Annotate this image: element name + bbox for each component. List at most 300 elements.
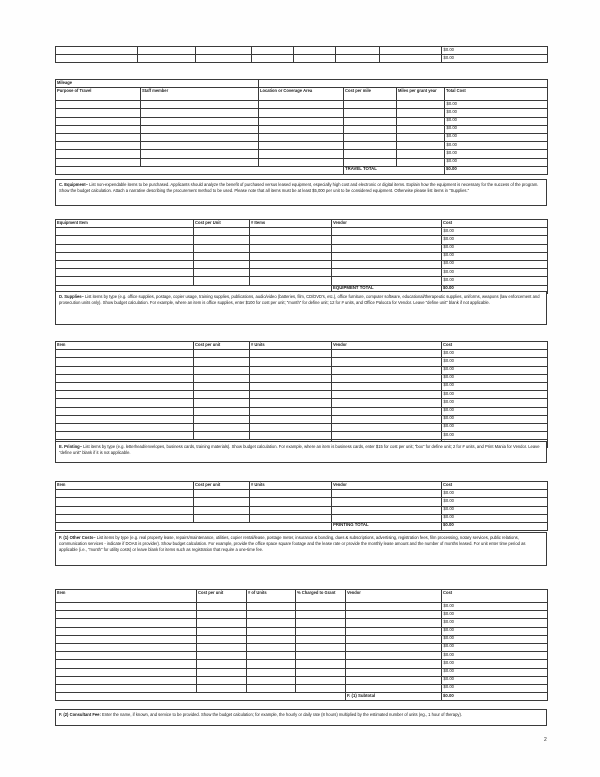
table-row [56, 619, 548, 627]
data-entry-cell[interactable] [296, 635, 346, 643]
data-entry-cell[interactable] [397, 158, 445, 166]
table-row [56, 269, 548, 277]
mileage-column-header: Location or Coverage Area [259, 88, 344, 101]
cost-cell[interactable]: $0.00 [442, 47, 548, 55]
data-entry-cell[interactable] [250, 350, 332, 358]
data-entry-cell[interactable] [56, 150, 141, 158]
data-entry-cell[interactable] [397, 133, 445, 141]
data-entry-cell[interactable] [56, 269, 194, 277]
data-entry-cell[interactable] [56, 125, 141, 133]
data-entry-cell[interactable] [56, 399, 194, 407]
data-entry-cell[interactable] [380, 55, 442, 63]
data-entry-cell[interactable] [250, 260, 332, 268]
cost-cell[interactable]: $0.00 [442, 432, 548, 440]
data-entry-cell[interactable] [294, 55, 336, 63]
data-entry-cell[interactable] [332, 350, 442, 358]
data-entry-cell[interactable] [259, 142, 344, 150]
data-entry-cell[interactable] [194, 382, 250, 390]
table-row [56, 244, 548, 252]
data-entry-cell[interactable] [56, 366, 194, 374]
total-cost-cell[interactable]: $0.00 [445, 125, 548, 133]
section-e-heading: E. Printing– [59, 444, 83, 449]
data-entry-cell[interactable] [250, 358, 332, 366]
data-entry-cell[interactable] [141, 142, 259, 150]
data-entry-cell[interactable] [247, 635, 296, 643]
section-c-heading: C. Equipment– [59, 182, 88, 187]
data-entry-cell[interactable] [346, 652, 442, 660]
column-header: # Units [250, 482, 332, 490]
data-entry-cell[interactable] [346, 684, 442, 692]
cost-cell[interactable]: $0.00 [442, 415, 548, 423]
data-entry-cell[interactable] [194, 350, 250, 358]
data-entry-cell[interactable] [194, 407, 250, 415]
data-entry-cell[interactable] [259, 133, 344, 141]
data-entry-cell[interactable] [194, 415, 250, 423]
data-entry-cell[interactable] [56, 358, 194, 366]
data-entry-cell[interactable] [194, 498, 250, 506]
data-entry-cell[interactable] [56, 415, 194, 423]
data-entry-cell[interactable] [296, 660, 346, 668]
data-entry-cell[interactable] [296, 668, 346, 676]
data-entry-cell[interactable] [344, 125, 397, 133]
data-entry-cell[interactable] [332, 490, 442, 498]
column-header: Vendor [346, 590, 442, 603]
total-row [56, 522, 548, 530]
data-entry-cell[interactable] [56, 490, 194, 498]
section-e-text: List items by type (e.g. letterhead/envelopes, business cards, training materials). Show budget calculation. For example, where an item is business cards, enter $15 for cost per unit; "box" for define unit; 2 for # units, and Print Mania for Vendor. Leave "define unit" blank if it is not applicable. [59, 444, 540, 455]
data-entry-cell[interactable] [141, 133, 259, 141]
data-entry-cell[interactable] [332, 358, 442, 366]
section-d-instructions [55, 291, 547, 325]
total-value[interactable]: $0.00 [442, 285, 548, 293]
data-entry-cell[interactable] [250, 391, 332, 399]
data-entry-cell[interactable] [332, 399, 442, 407]
data-entry-cell[interactable] [247, 611, 296, 619]
table-row [56, 660, 548, 668]
table-row [56, 350, 548, 358]
data-entry-cell[interactable] [56, 432, 194, 440]
data-entry-cell[interactable] [56, 668, 197, 676]
cost-cell[interactable]: $0.00 [442, 643, 548, 651]
data-entry-cell[interactable] [56, 55, 138, 63]
data-entry-cell[interactable] [346, 635, 442, 643]
data-entry-cell[interactable] [332, 374, 442, 382]
cost-cell[interactable]: $0.00 [442, 374, 548, 382]
cost-cell[interactable]: $0.00 [442, 350, 548, 358]
data-entry-cell[interactable] [247, 668, 296, 676]
table-row [56, 358, 548, 366]
data-entry-cell[interactable] [194, 399, 250, 407]
table-row [56, 399, 548, 407]
data-entry-cell[interactable] [296, 643, 346, 651]
data-entry-cell[interactable] [332, 514, 442, 522]
data-entry-cell[interactable] [194, 358, 250, 366]
total-cost-cell[interactable]: $0.00 [445, 101, 548, 109]
data-entry-cell[interactable] [344, 158, 397, 166]
total-cost-cell[interactable]: $0.00 [445, 117, 548, 125]
section-c-text: List non-expendable items to be purchased. Applicants should analyze the benefit of purchased versus leased equipment, especially high cost and electronic or digital items. Explain how the equipment is necessary for the success of the program. Show the budget calculation. Attach a narrative describing the procurement method to be used. Please note that all items must be at least $5,000 per unit to be considered equipment. Otherwise please list items in "Supplies." [59, 182, 539, 193]
cost-cell[interactable]: $0.00 [442, 619, 548, 627]
column-header: # Units [250, 342, 332, 350]
data-entry-cell[interactable] [194, 260, 250, 268]
data-entry-cell[interactable] [296, 627, 346, 635]
data-entry-cell[interactable] [194, 506, 250, 514]
data-entry-cell[interactable] [247, 603, 296, 611]
cost-cell[interactable]: $0.00 [442, 358, 548, 366]
table-row [56, 150, 548, 158]
data-entry-cell[interactable] [247, 652, 296, 660]
total-label[interactable]: PRINTING TOTAL [332, 522, 442, 530]
data-entry-cell[interactable] [197, 668, 247, 676]
subtotal-value[interactable]: $0.00 [442, 693, 548, 701]
data-entry-cell[interactable] [56, 382, 194, 390]
data-entry-cell[interactable] [380, 47, 442, 55]
data-entry-cell[interactable] [250, 374, 332, 382]
data-entry-cell[interactable] [250, 498, 332, 506]
data-entry-cell[interactable] [250, 432, 332, 440]
total-cost-cell[interactable]: $0.00 [445, 109, 548, 117]
cost-cell[interactable]: $0.00 [442, 228, 548, 236]
section-e-instructions [55, 441, 547, 463]
section-f2-instructions [55, 709, 547, 726]
column-header: # of Units [247, 590, 296, 603]
data-entry-cell[interactable] [294, 47, 336, 55]
data-entry-cell[interactable] [296, 684, 346, 692]
total-value[interactable]: $0.00 [442, 522, 548, 530]
data-entry-cell[interactable] [197, 652, 247, 660]
data-entry-cell[interactable] [56, 676, 197, 684]
data-entry-cell[interactable] [250, 506, 332, 514]
data-entry-cell[interactable] [56, 350, 194, 358]
data-entry-cell[interactable] [346, 676, 442, 684]
data-entry-cell[interactable] [56, 47, 138, 55]
data-entry-cell[interactable] [346, 643, 442, 651]
data-entry-cell[interactable] [344, 133, 397, 141]
data-entry-cell[interactable] [332, 277, 442, 285]
data-entry-cell[interactable] [138, 47, 196, 55]
travel-continuation-table [55, 46, 548, 63]
data-entry-cell[interactable] [197, 660, 247, 668]
data-entry-cell[interactable] [332, 269, 442, 277]
table-row [56, 55, 548, 63]
data-entry-cell[interactable] [250, 423, 332, 431]
cost-cell[interactable]: $0.00 [442, 244, 548, 252]
cost-cell[interactable]: $0.00 [442, 498, 548, 506]
data-entry-cell[interactable] [344, 117, 397, 125]
data-entry-cell[interactable] [250, 366, 332, 374]
cost-cell[interactable]: $0.00 [442, 652, 548, 660]
table-row [56, 423, 548, 431]
data-entry-cell[interactable] [332, 407, 442, 415]
data-entry-cell[interactable] [344, 150, 397, 158]
cost-cell[interactable]: $0.00 [442, 611, 548, 619]
total-cost-cell[interactable]: $0.00 [445, 142, 548, 150]
data-entry-cell[interactable] [250, 399, 332, 407]
subtotal-row [56, 693, 548, 701]
data-entry-cell[interactable] [56, 391, 194, 399]
data-entry-cell[interactable] [336, 55, 380, 63]
data-entry-cell[interactable] [397, 142, 445, 150]
spacer-cell [56, 166, 344, 174]
cost-cell[interactable]: $0.00 [442, 399, 548, 407]
data-entry-cell[interactable] [196, 55, 252, 63]
cost-cell[interactable]: $0.00 [442, 269, 548, 277]
data-entry-cell[interactable] [56, 117, 141, 125]
total-cost-cell[interactable]: $0.00 [445, 133, 548, 141]
subtotal-label[interactable]: F. (1) Subtotal [346, 693, 442, 701]
data-entry-cell[interactable] [56, 611, 197, 619]
table-row [56, 101, 548, 109]
data-entry-cell[interactable] [194, 423, 250, 431]
data-entry-cell[interactable] [346, 668, 442, 676]
data-entry-cell[interactable] [332, 236, 442, 244]
data-entry-cell[interactable] [197, 643, 247, 651]
data-entry-cell[interactable] [332, 366, 442, 374]
cost-cell[interactable]: $0.00 [442, 660, 548, 668]
data-entry-cell[interactable] [259, 150, 344, 158]
data-entry-cell[interactable] [194, 236, 250, 244]
cost-cell[interactable]: $0.00 [442, 277, 548, 285]
data-entry-cell[interactable] [250, 228, 332, 236]
data-entry-cell[interactable] [250, 252, 332, 260]
data-entry-cell[interactable] [56, 684, 197, 692]
data-entry-cell[interactable] [332, 252, 442, 260]
data-entry-cell[interactable] [247, 643, 296, 651]
cost-cell[interactable]: $0.00 [442, 260, 548, 268]
total-cost-cell[interactable]: $0.00 [445, 150, 548, 158]
data-entry-cell[interactable] [197, 627, 247, 635]
data-entry-cell[interactable] [344, 101, 397, 109]
data-entry-cell[interactable] [56, 660, 197, 668]
data-entry-cell[interactable] [56, 133, 141, 141]
data-entry-cell[interactable] [56, 643, 197, 651]
data-entry-cell[interactable] [141, 158, 259, 166]
data-entry-cell[interactable] [397, 150, 445, 158]
data-entry-cell[interactable] [346, 619, 442, 627]
mileage-column-header: Cost per mile [344, 88, 397, 101]
table-row [56, 125, 548, 133]
data-entry-cell[interactable] [56, 252, 194, 260]
cost-cell[interactable]: $0.00 [442, 514, 548, 522]
cost-cell[interactable]: $0.00 [442, 627, 548, 635]
data-entry-cell[interactable] [247, 676, 296, 684]
cost-cell[interactable]: $0.00 [442, 391, 548, 399]
table-row [56, 382, 548, 390]
data-entry-cell[interactable] [250, 382, 332, 390]
data-entry-cell[interactable] [344, 142, 397, 150]
data-entry-cell[interactable] [197, 684, 247, 692]
data-entry-cell[interactable] [194, 228, 250, 236]
mileage-header-row [56, 88, 548, 101]
data-entry-cell[interactable] [56, 374, 194, 382]
cost-cell[interactable]: $0.00 [442, 490, 548, 498]
cost-cell[interactable]: $0.00 [442, 684, 548, 692]
data-entry-cell[interactable] [197, 635, 247, 643]
data-entry-cell[interactable] [247, 684, 296, 692]
table-row [56, 627, 548, 635]
data-entry-cell[interactable] [197, 611, 247, 619]
total-cost-cell[interactable]: $0.00 [445, 158, 548, 166]
table-row [56, 366, 548, 374]
data-entry-cell[interactable] [194, 244, 250, 252]
data-entry-cell[interactable] [332, 506, 442, 514]
data-entry-cell[interactable] [56, 142, 141, 150]
data-entry-cell[interactable] [332, 244, 442, 252]
data-entry-cell[interactable] [194, 432, 250, 440]
table-row [56, 109, 548, 117]
data-entry-cell[interactable] [197, 619, 247, 627]
data-entry-cell[interactable] [56, 228, 194, 236]
data-entry-cell[interactable] [56, 619, 197, 627]
data-entry-cell[interactable] [259, 158, 344, 166]
data-entry-cell[interactable] [346, 611, 442, 619]
data-entry-cell[interactable] [397, 101, 445, 109]
cost-cell[interactable]: $0.00 [442, 366, 548, 374]
table-row [56, 635, 548, 643]
data-entry-cell[interactable] [197, 603, 247, 611]
data-entry-cell[interactable] [56, 652, 197, 660]
data-entry-cell[interactable] [194, 277, 250, 285]
data-entry-cell[interactable] [56, 514, 194, 522]
data-entry-cell[interactable] [250, 277, 332, 285]
data-entry-cell[interactable] [56, 109, 141, 117]
data-entry-cell[interactable] [332, 382, 442, 390]
equipment-table [55, 219, 548, 294]
section-f2-text: Enter the name, if known, and service to be provided. Show the budget calculation; for example, the hourly or daily rate (8 hours) multiplied by the estimated number of units (eg., 1 hour of therapy). [100, 712, 462, 717]
data-entry-cell[interactable] [332, 498, 442, 506]
data-entry-cell[interactable] [296, 603, 346, 611]
data-entry-cell[interactable] [247, 619, 296, 627]
table-row [56, 391, 548, 399]
data-entry-cell[interactable] [194, 374, 250, 382]
section-f2-heading: F. (2) Consultant Fee: [59, 712, 101, 717]
data-entry-cell[interactable] [259, 125, 344, 133]
data-entry-cell[interactable] [250, 236, 332, 244]
data-entry-cell[interactable] [56, 277, 194, 285]
data-entry-cell[interactable] [247, 627, 296, 635]
data-entry-cell[interactable] [56, 260, 194, 268]
data-entry-cell[interactable] [250, 490, 332, 498]
mileage-label: Mileage [56, 80, 259, 88]
data-entry-cell[interactable] [56, 101, 141, 109]
data-entry-cell[interactable] [138, 55, 196, 63]
data-entry-cell[interactable] [259, 101, 344, 109]
data-entry-cell[interactable] [56, 244, 194, 252]
cost-cell[interactable]: $0.00 [442, 506, 548, 514]
data-entry-cell[interactable] [56, 423, 194, 431]
data-entry-cell[interactable] [197, 676, 247, 684]
data-entry-cell[interactable] [56, 627, 197, 635]
data-entry-cell[interactable] [250, 407, 332, 415]
data-entry-cell[interactable] [194, 391, 250, 399]
section-f1-heading: F. (1) Other Costs– [59, 535, 96, 540]
data-entry-cell[interactable] [56, 635, 197, 643]
column-header: Cost per unit [194, 342, 250, 350]
table-row [56, 415, 548, 423]
column-header: Item [56, 342, 194, 350]
data-entry-cell[interactable] [194, 514, 250, 522]
cost-cell[interactable]: $0.00 [442, 55, 548, 63]
cost-cell[interactable]: $0.00 [442, 423, 548, 431]
cost-cell[interactable]: $0.00 [442, 668, 548, 676]
data-entry-cell[interactable] [196, 47, 252, 55]
data-entry-cell[interactable] [194, 252, 250, 260]
cost-cell[interactable]: $0.00 [442, 382, 548, 390]
data-entry-cell[interactable] [194, 366, 250, 374]
data-entry-cell[interactable] [332, 432, 442, 440]
column-header: Item [56, 590, 197, 603]
total-label[interactable]: EQUIPMENT TOTAL [332, 285, 442, 293]
data-entry-cell[interactable] [56, 498, 194, 506]
cost-cell[interactable]: $0.00 [442, 407, 548, 415]
table-row [56, 652, 548, 660]
cost-cell[interactable]: $0.00 [442, 252, 548, 260]
travel-total-value[interactable]: $0.00 [445, 166, 548, 174]
column-header: Cost [442, 342, 548, 350]
data-entry-cell[interactable] [344, 109, 397, 117]
data-entry-cell[interactable] [397, 117, 445, 125]
data-entry-cell[interactable] [56, 603, 197, 611]
column-header: Equipment Item [56, 220, 194, 228]
data-entry-cell[interactable] [194, 490, 250, 498]
column-header: Cost per Unit [194, 220, 250, 228]
data-entry-cell[interactable] [332, 423, 442, 431]
data-entry-cell[interactable] [397, 125, 445, 133]
data-entry-cell[interactable] [397, 109, 445, 117]
data-entry-cell[interactable] [247, 660, 296, 668]
data-entry-cell[interactable] [141, 109, 259, 117]
data-entry-cell[interactable] [56, 236, 194, 244]
data-entry-cell[interactable] [141, 117, 259, 125]
data-entry-cell[interactable] [250, 244, 332, 252]
data-entry-cell[interactable] [250, 514, 332, 522]
data-entry-cell[interactable] [56, 506, 194, 514]
cost-cell[interactable]: $0.00 [442, 236, 548, 244]
data-entry-cell[interactable] [56, 407, 194, 415]
mileage-table [55, 79, 548, 175]
data-entry-cell[interactable] [336, 47, 380, 55]
data-entry-cell[interactable] [250, 415, 332, 423]
data-entry-cell[interactable] [346, 660, 442, 668]
table-row [56, 277, 548, 285]
data-entry-cell[interactable] [346, 627, 442, 635]
data-entry-cell[interactable] [296, 611, 346, 619]
cost-cell[interactable]: $0.00 [442, 603, 548, 611]
cost-cell[interactable]: $0.00 [442, 676, 548, 684]
data-entry-cell[interactable] [259, 117, 344, 125]
data-entry-cell[interactable] [252, 47, 294, 55]
table-row [56, 158, 548, 166]
data-entry-cell[interactable] [259, 109, 344, 117]
data-entry-cell[interactable] [194, 269, 250, 277]
data-entry-cell[interactable] [296, 652, 346, 660]
data-entry-cell[interactable] [252, 55, 294, 63]
data-entry-cell[interactable] [56, 158, 141, 166]
data-entry-cell[interactable] [250, 269, 332, 277]
column-header: Cost per unit [197, 590, 247, 603]
data-entry-cell[interactable] [296, 676, 346, 684]
data-entry-cell[interactable] [332, 391, 442, 399]
data-entry-cell[interactable] [346, 603, 442, 611]
data-entry-cell[interactable] [332, 260, 442, 268]
data-entry-cell[interactable] [332, 228, 442, 236]
data-entry-cell[interactable] [141, 125, 259, 133]
data-entry-cell[interactable] [332, 415, 442, 423]
data-entry-cell[interactable] [296, 619, 346, 627]
cost-cell[interactable]: $0.00 [442, 635, 548, 643]
data-entry-cell[interactable] [141, 150, 259, 158]
data-entry-cell[interactable] [141, 101, 259, 109]
